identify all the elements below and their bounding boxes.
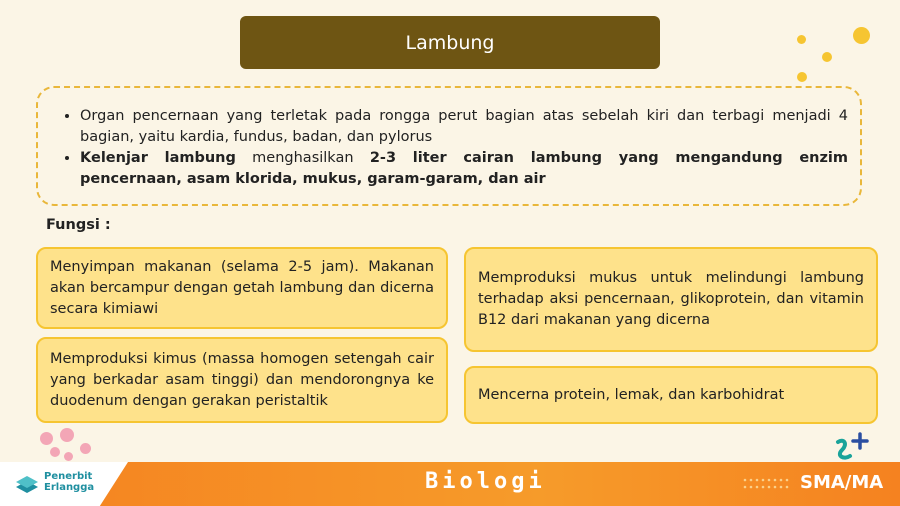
dot-pattern-icon — [742, 476, 792, 492]
fungsi-card-3 — [464, 247, 878, 352]
publisher-line-1: Penerbit — [44, 471, 93, 482]
slide-title-text: Lambung — [405, 31, 495, 54]
level-label: SMA/MA — [800, 472, 884, 493]
decor-dot — [797, 35, 806, 44]
publisher-line-2: Erlangga — [44, 482, 95, 493]
footer-bar — [0, 462, 900, 506]
decor-pink-dot — [64, 452, 73, 461]
fungsi-card-4-text: Mencerna protein, lemak, dan karbohidrat — [478, 386, 785, 403]
info-bullet-2-bold-1: Kelenjar lambung — [80, 150, 236, 166]
fungsi-card-1-text: Menyimpan makanan (selama 2-5 jam). Makanan akan bercampur dengan getah lambung dan dicerna secara kimiawi — [50, 258, 434, 317]
fungsi-label: Fungsi : — [46, 217, 111, 233]
publisher-name — [44, 471, 94, 493]
decor-dot — [797, 72, 807, 82]
slide-title — [240, 16, 660, 69]
fungsi-card-4 — [464, 366, 878, 424]
info-bullet-2 — [80, 148, 848, 190]
info-bullet-1 — [80, 106, 848, 148]
info-list — [60, 106, 848, 190]
fungsi-card-3-text: Memproduksi mukus untuk melindungi lambung terhadap aksi pencernaan, glikoprotein, dan vitamin B12 dari makanan yang dicerna — [478, 270, 864, 328]
decor-dot — [853, 27, 870, 44]
fungsi-card-2-text: Memproduksi kimus (massa homogen setengah cair yang berkadar asam tinggi) dan mendorongnya ke duodenum dengan gerakan peristaltik — [50, 350, 434, 409]
decor-dot — [822, 52, 832, 62]
info-bullet-1-text: Organ pencernaan yang terletak pada rongga perut bagian atas sebelah kiri dan terbagi menjadi 4 bagian, yaitu kardia, fundus, badan, dan pylorus — [80, 108, 848, 145]
fungsi-card-1 — [36, 247, 448, 329]
decor-pink-dot — [80, 443, 91, 454]
decor-pink-dot — [40, 432, 53, 445]
info-box — [36, 86, 862, 206]
info-bullet-2-bold-2: 2-3 liter cairan lambung yang mengandung enzim pencernaan, asam klorida, mukus, garam-garam, dan air — [80, 150, 849, 187]
info-bullet-2-text: menghasilkan — [235, 150, 370, 166]
decor-pink-dot — [60, 428, 74, 442]
decor-pink-dot — [50, 447, 60, 457]
fungsi-card-2 — [36, 337, 448, 423]
subject-label: Biologi — [425, 469, 546, 494]
publisher-logo-icon — [14, 473, 40, 495]
